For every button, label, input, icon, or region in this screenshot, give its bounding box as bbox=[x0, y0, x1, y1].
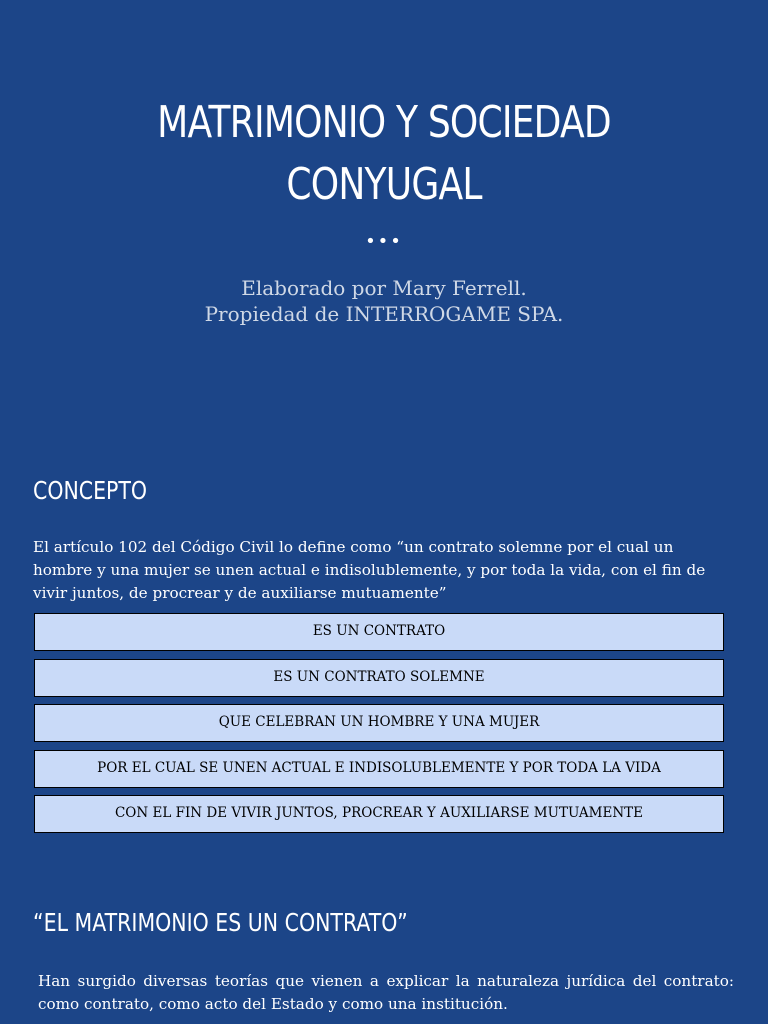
section-heading-concepto: CONCEPTO bbox=[33, 476, 148, 505]
subtitle bbox=[0, 275, 768, 327]
concept-boxes bbox=[34, 613, 724, 841]
page-title bbox=[69, 92, 699, 216]
concept-box-solemne: ES UN CONTRATO SOLEMNE bbox=[34, 659, 724, 697]
title-separator: ••• bbox=[365, 231, 403, 252]
section-heading-contrato: “EL MATRIMONIO ES UN CONTRATO” bbox=[33, 908, 408, 937]
concept-box-hombre-mujer: QUE CELEBRAN UN HOMBRE Y UNA MUJER bbox=[34, 704, 724, 742]
concept-paragraph: El artículo 102 del Código Civil lo define como “un contrato solemne por el cual un hombre y una mujer se unen actual e indisolublemente, y por toda la vida, con el fin de vivir juntos, de procrear y de auxiliarse mutuamente” bbox=[33, 538, 706, 602]
concept-box-indisoluble: POR EL CUAL SE UNEN ACTUAL E INDISOLUBLEMENTE Y POR TODA LA VIDA bbox=[34, 750, 724, 788]
subtitle-author: Elaborado por Mary Ferrell. bbox=[241, 276, 527, 300]
title-line-2: CONYUGAL bbox=[286, 159, 482, 210]
title-line-1: MATRIMONIO Y SOCIEDAD bbox=[157, 97, 611, 148]
concept-box-contrato: ES UN CONTRATO bbox=[34, 613, 724, 651]
contrato-paragraph: Han surgido diversas teorías que vienen a explicar la naturaleza jurídica del contrato: como contrato, como acto del Estado y como una institución. bbox=[38, 972, 734, 1013]
concept-box-fines: CON EL FIN DE VIVIR JUNTOS, PROCREAR Y AUXILIARSE MUTUAMENTE bbox=[34, 795, 724, 833]
subtitle-owner: Propiedad de INTERROGAME SPA. bbox=[204, 302, 564, 326]
